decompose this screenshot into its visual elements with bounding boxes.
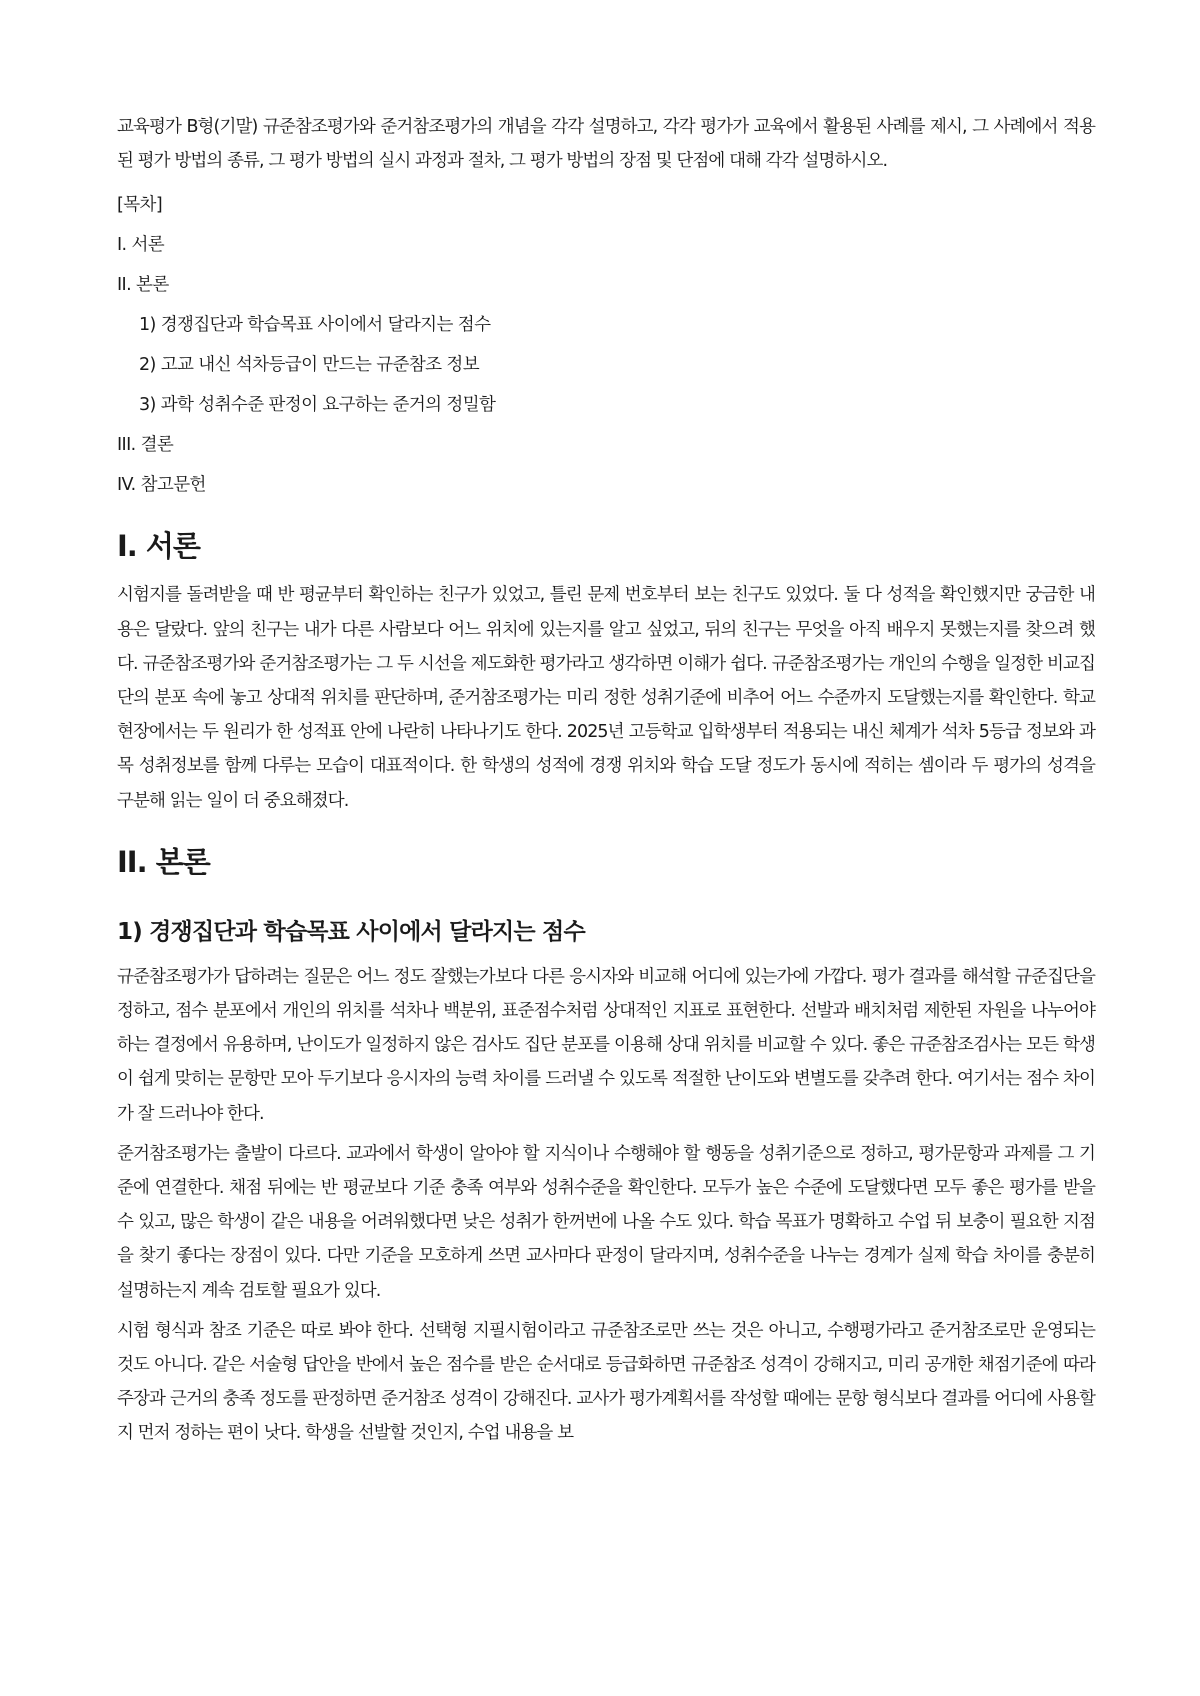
body-paragraph-3: 시험 형식과 참조 기준은 따로 봐야 한다. 선택형 지필시험이라고 규준참조로만 쓰는 것은 아니고, 수행평가라고 준거참조로만 운영되는 것도 아니다. 같은 서술형 답안을 반에서 높은 점수를 받은 순서대로 등급화하면 규준참조 성격이 강해지고, 미리 공개한 채점기준에 따라 주장과 근거의 충족 정도를 판정하면 준거참조 성격이 강해진다. 교사가 평가계획서를 작성할 때에는 문항 형식보다 결과를 어디에 사용할지 먼저 정하는 편이 낫다. 학생을 선발할 것인지, 수업 내용을 보 [117,1320,1095,1444]
toc-item-conclusion: III. 결론 [117,435,174,456]
toc-subitem-3: 3) 과학 성취수준 판정이 요구하는 준거의 정밀함 [139,395,496,416]
toc-subitem-2: 2) 고교 내신 석차등급이 만드는 규준참조 정보 [139,355,480,376]
section-title-introduction: I. 서론 [117,529,200,564]
toc-item-introduction: I. 서론 [117,235,165,256]
introduction-paragraph: 시험지를 돌려받을 때 반 평균부터 확인하는 친구가 있었고, 틀린 문제 번호부터 보는 친구도 있었다. 둘 다 성적을 확인했지만 궁금한 내용은 달랐다. 앞의 친구는 내가 다른 사람보다 어느 위치에 있는지를 알고 싶었고, 뒤의 친구는 무엇을 아직 배우지 못했는지를 찾으려 했다. 규준참조평가와 준거참조평가는 그 두 시선을 제도화한 평가라고 생각하면 이해가 쉽다. 규준참조평가는 개인의 수행을 일정한 비교집단의 분포 속에 놓고 상대적 위치를 판단하며, 준거참조평가는 미리 정한 성취기준에 비추어 어느 수준까지 도달했는지를 확인한다. 학교 현장에서는 두 원리가 한 성적표 안에 나란히 나타나기도 한다. 2025년 고등학교 입학생부터 적용되는 내신 체계가 석차 5등급 정보와 과목 성취정보를 함께 다루는 모습이 대표적이다. 한 학생의 성적에 경쟁 위치와 학습 도달 정도가 동시에 적히는 셈이라 두 평가의 성격을 구분해 읽는 일이 더 중요해졌다. [117,585,1095,811]
section-title-body: II. 본론 [117,844,210,879]
toc-item-body: II. 본론 [117,275,169,296]
table-of-contents [117,188,1095,502]
assignment-prompt: 교육평가 B형(기말) 규준참조평가와 준거참조평가의 개념을 각각 설명하고, 각각 평가가 교육에서 활용된 사례를 제시, 그 사례에서 적용된 평가 방법의 종류, 그 평가 방법의 실시 과정과 절차, 그 평가 방법의 장점 및 단점에 대해 각각 설명하시오. [117,117,1095,172]
toc-subitem-1: 1) 경쟁집단과 학습목표 사이에서 달라지는 점수 [139,315,491,336]
toc-heading: [목차] [117,195,163,216]
body-paragraph-1: 규준참조평가가 답하려는 질문은 어느 정도 잘했는가보다 다른 응시자와 비교해 어디에 있는가에 가깝다. 평가 결과를 해석할 규준집단을 정하고, 점수 분포에서 개인의 위치를 석차나 백분위, 표준점수처럼 상대적인 지표로 표현한다. 선발과 배치처럼 제한된 자원을 나누어야 하는 결정에서 유용하며, 난이도가 일정하지 않은 검사도 집단 분포를 이용해 상대 위치를 비교할 수 있다. 좋은 규준참조검사는 모든 학생이 쉽게 맞히는 문항만 모아 두기보다 응시자의 능력 차이를 드러낼 수 있도록 적절한 난이도와 변별도를 갖추려 한다. 여기서는 점수 차이가 잘 드러나야 한다. [117,966,1095,1124]
body-paragraph-2: 준거참조평가는 출발이 다르다. 교과에서 학생이 알아야 할 지식이나 수행해야 할 행동을 성취기준으로 정하고, 평가문항과 과제를 그 기준에 연결한다. 채점 뒤에는 반 평균보다 기준 충족 여부와 성취수준을 확인한다. 모두가 높은 수준에 도달했다면 모두 좋은 평가를 받을 수 있고, 많은 학생이 같은 내용을 어려워했다면 낮은 성취가 한꺼번에 나올 수도 있다. 학습 목표가 명확하고 수업 뒤 보충이 필요한 지점을 찾기 좋다는 장점이 있다. 다만 기준을 모호하게 쓰면 교사마다 판정이 달라지며, 성취수준을 나누는 경계가 실제 학습 차이를 충분히 설명하는지 계속 검토할 필요가 있다. [117,1143,1095,1301]
toc-item-references: IV. 참고문헌 [117,475,206,496]
subsection-title-1: 1) 경쟁집단과 학습목표 사이에서 달라지는 점수 [117,918,585,945]
